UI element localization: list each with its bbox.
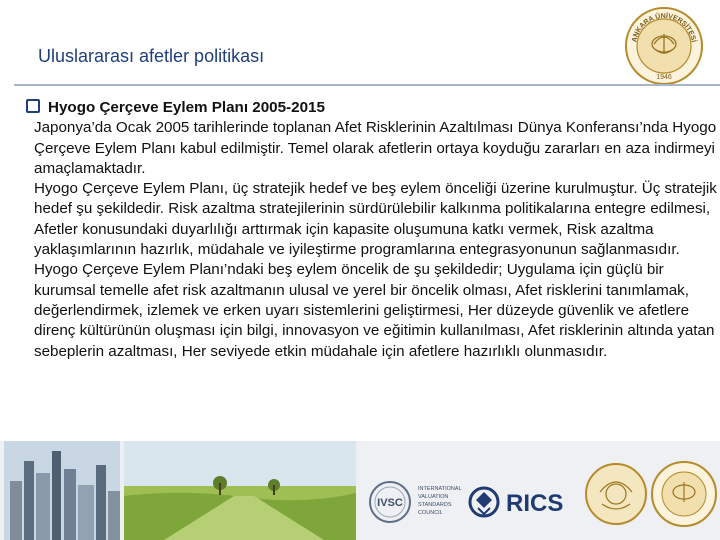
seal-year: 1946 [656, 74, 672, 81]
rics-emblem-icon [470, 488, 498, 516]
ankara-university-seal [624, 6, 704, 86]
heading-text: Hyogo Çerçeve Eylem Planı 2005-2015 [48, 99, 325, 116]
ivsc-name-line-4: COUNCIL [418, 510, 443, 516]
slide-title: Uluslararası afetler politikası [38, 46, 265, 66]
title-divider [14, 84, 720, 86]
rics-logo [468, 478, 578, 528]
seal-top-text: ANKARA ÜNİVERSİTESİ [631, 12, 697, 43]
ivsc-name-line-3: STANDARDS [418, 502, 452, 508]
ivsc-name-line-2: VALUATION [418, 494, 449, 500]
ivsc-acronym: IVSC [377, 497, 403, 509]
paragraph-2: Hyogo Çerçeve Eylem Planı, üç stratejik hedef ve beş eylem önceliği üzerine kurulmuştur. Üç stratejik hedef şu şekildedir. Risk azaltma stratejilerinin sürdürülebilir kalkınma politikalarına entegre edilmesi, Afetler konusundaki duyarlılığı arttırmak için kapasite oluşumuna katkı vermek, Risk azaltma yaklaşımlarının hazırlık, müdahale ve iyileştirme programlarına entegrasyonunun sağlanmasıdır. Hyogo Çerçeve Eylem Planı’ndaki beş eylem öncelik de şu şekildedir; Uygulama için güçlü bir kurumsal temelle afet risk azaltmanın ulusal ve yerel bir öncelik olması, Afet risklerini tanımlamak, değerlendirmek, izlemek ve erken uyarı sistemlerini geliştirmesi, Her düzeyde güvenlik ve afetlere direnç kültürünün oluşması için bilgi, innovasyon ve eğitimin kullanılması, Afet risklerinin altında yatan sebeplerin azaltması, Her seviyede etkin müdahale için afetlere hazırlıklı olunmasıdır. [34, 180, 717, 360]
paragraph-1: Japonya’da Ocak 2005 tarihlerinde toplanan Afet Risklerinin Azaltılması Dünya Konferansı’nda Hyogo Çerçeve Eylem Planı kabul edilmiştir. Temel olarak afetlerin ortaya koyduğu zararları en aza indirmeyi amaçlamaktadır. [34, 119, 717, 177]
landscape-field-image [124, 441, 356, 540]
rics-wordmark: RICS [506, 490, 564, 517]
city-skyline-image [4, 441, 120, 540]
checkbox-bullet-icon [26, 99, 40, 113]
university-seals-footer [580, 452, 720, 532]
slide-body [34, 98, 718, 362]
ivsc-name-line-1: INTERNATIONAL [418, 486, 462, 492]
bullet-heading [34, 98, 718, 118]
